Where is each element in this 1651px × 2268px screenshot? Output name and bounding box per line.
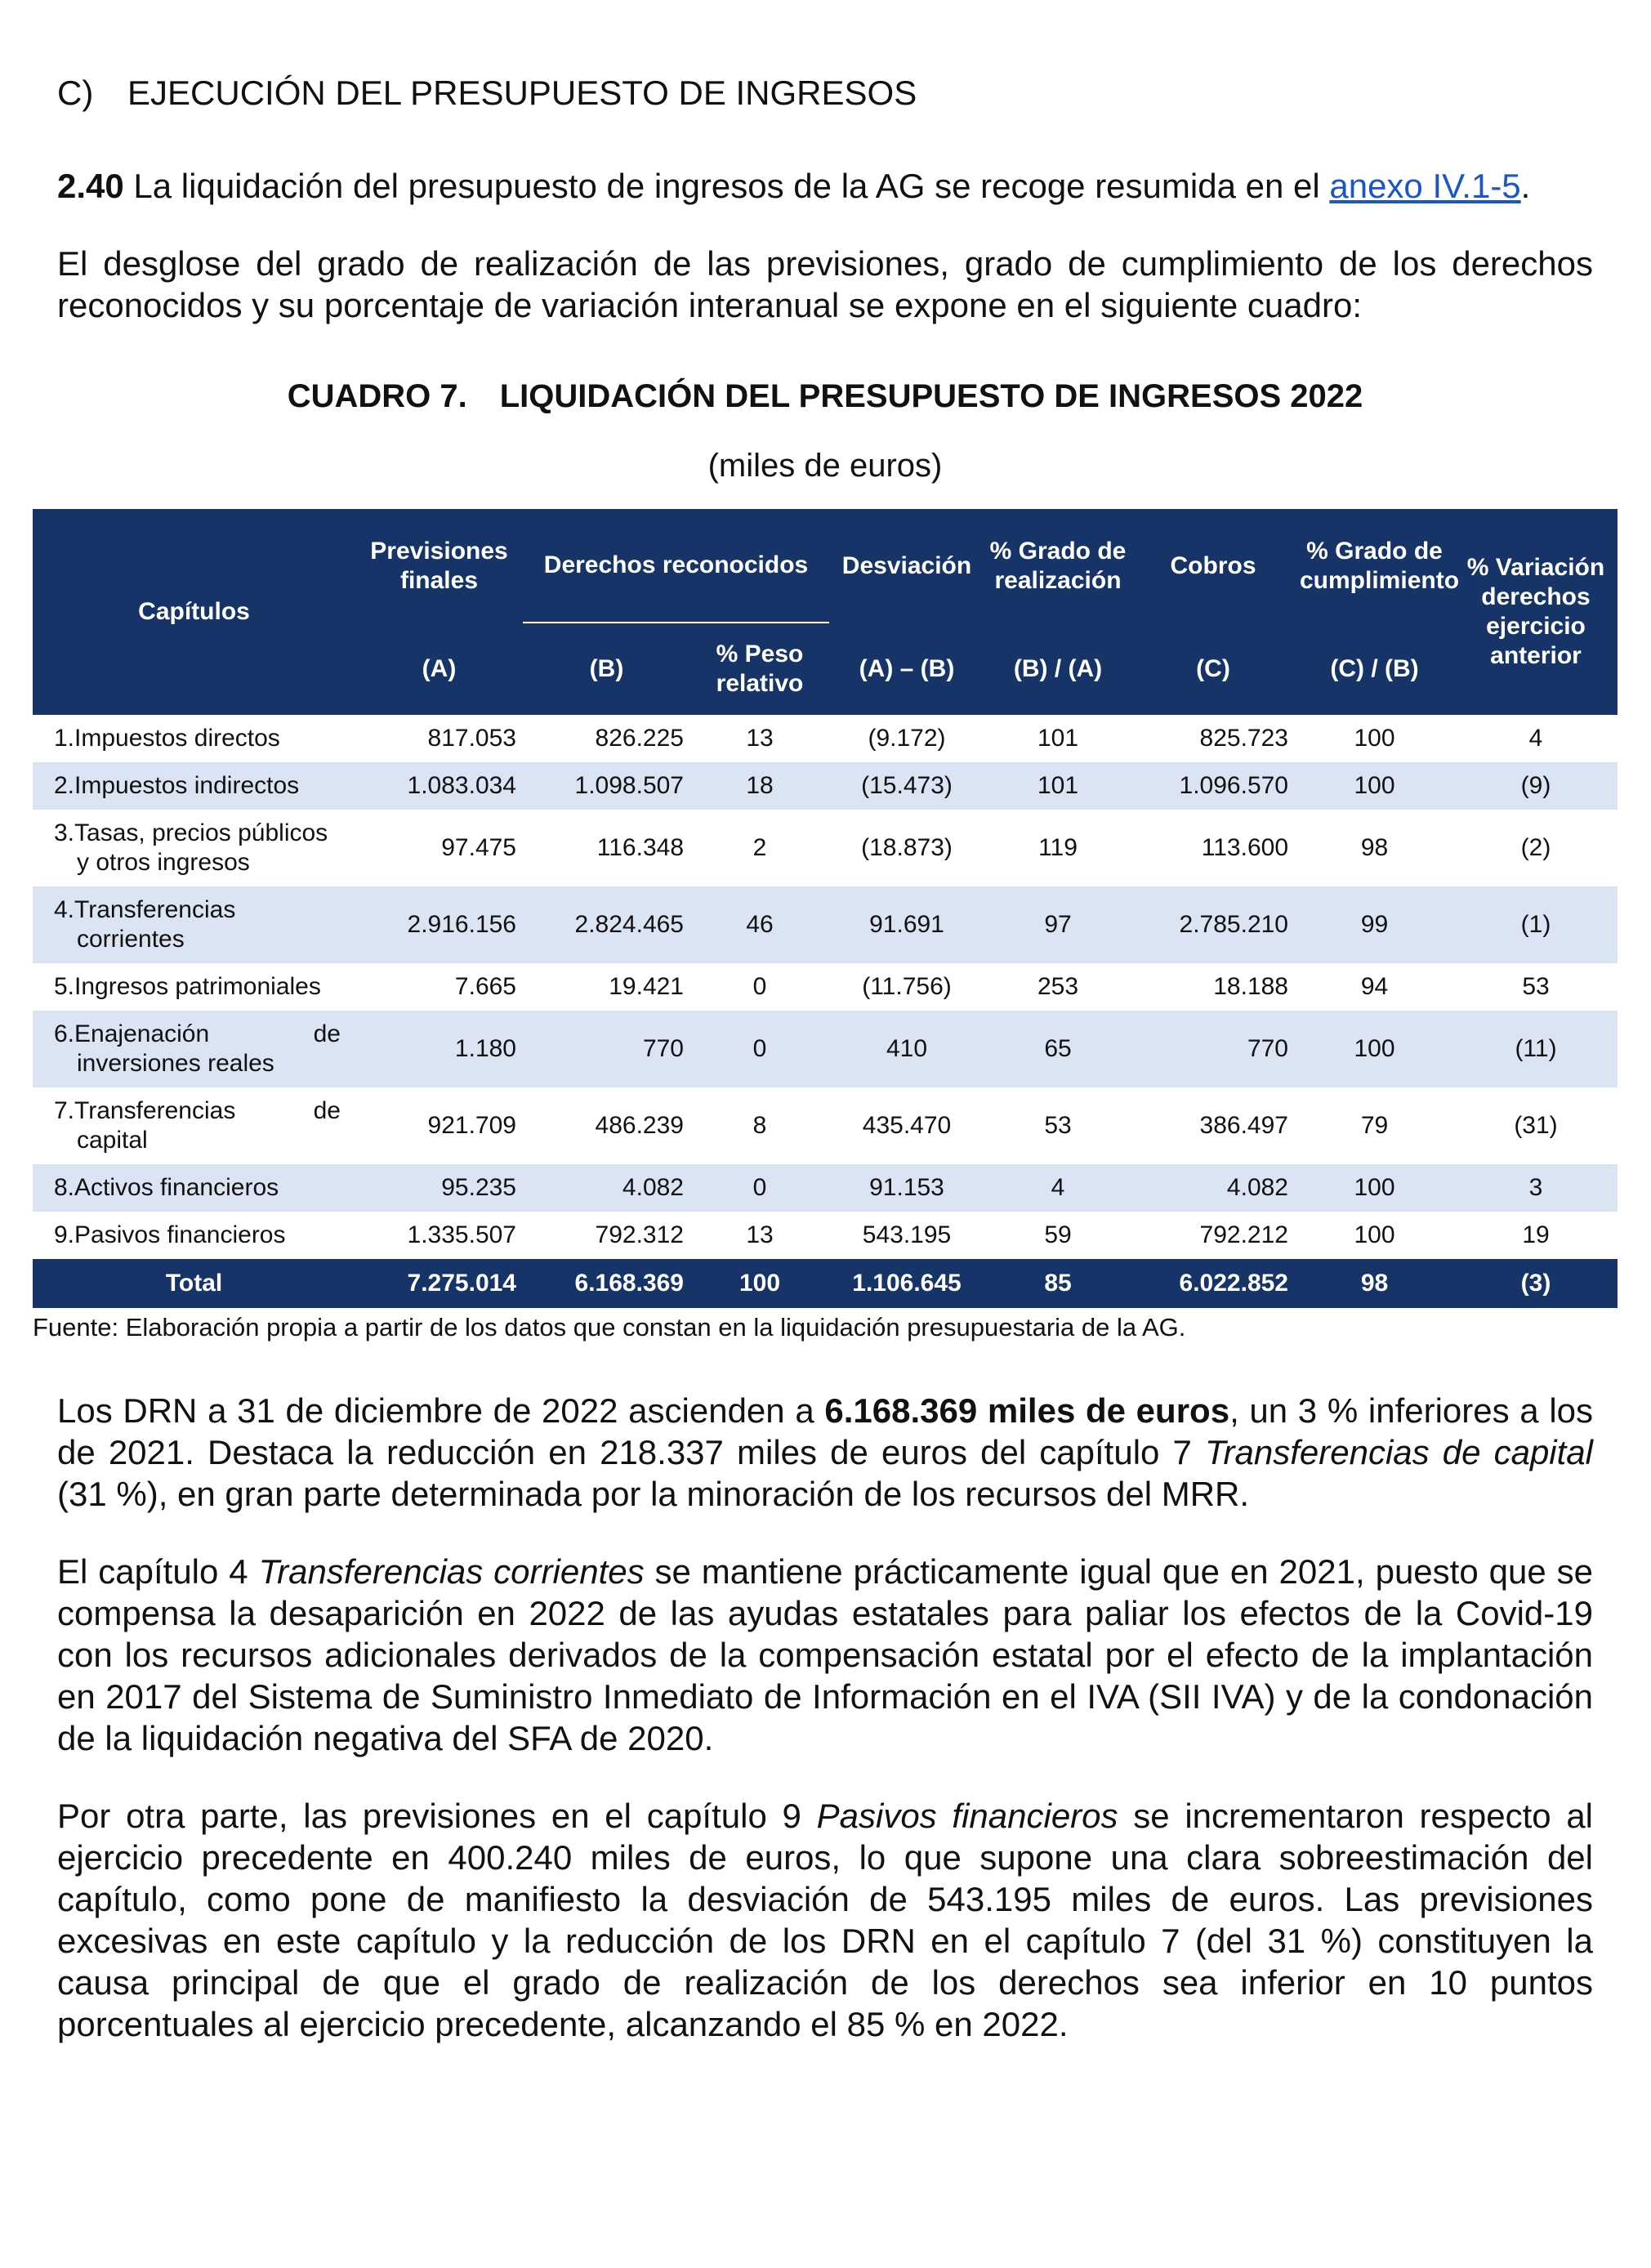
cell-desviacion: (11.756)	[862, 973, 952, 1000]
row-label	[33, 1212, 355, 1259]
cell-variacion: (31)	[1514, 1112, 1558, 1139]
row-label-text: Impuestos indirectos	[74, 772, 300, 799]
document-page	[33, 74, 1605, 2081]
cell-grado-cumplimiento: 100	[1295, 1011, 1454, 1087]
row-label	[33, 1087, 355, 1164]
header-desviacion: Desviación	[829, 509, 984, 623]
cell-grado-realizacion: 4	[984, 1164, 1131, 1212]
paragraph-2-40	[57, 165, 1593, 207]
row-number: 7.	[54, 1097, 75, 1124]
text-segment: se incrementaron respecto al ejercicio precedente en 400.240 miles de euros, lo que supone una clara sobreestimación del capítulo, como pone de manifiesto la desviación de 543.195 miles de euros. Las previsiones excesivas en este capítulo y la reducción de los DRN en el capítulo 7 (del 31 %) constituyen la causa principal de que el grado de realización de los derechos sea inferior en 10 puntos porcentuales al ejercicio precedente, alcanzando el 85 % en 2022.	[57, 1797, 1594, 2043]
cell-cobros: 386.497	[1199, 1112, 1288, 1139]
subheader-peso: % Peso relativo	[690, 623, 829, 715]
cell-derechos: 792.312	[595, 1221, 684, 1248]
cell-variacion: (1)	[1454, 886, 1618, 963]
cell-variacion: 3	[1454, 1164, 1618, 1212]
header-grado-realizacion: % Grado de realización	[984, 509, 1131, 623]
row-label-line2: y otros ingresos	[77, 849, 250, 876]
text-segment: , un 3 % inferiores a los de 2021. Destaca la reducción en 218.337 miles de euros del capítulo 7	[57, 1391, 1594, 1471]
header-cobros: Cobros	[1131, 509, 1295, 623]
cell-derechos: 116.348	[596, 834, 684, 861]
table-row	[33, 963, 1618, 1011]
text-segment: Por otra parte, las previsiones en el capítulo 9	[57, 1797, 817, 1835]
row-label-text: Transferencias	[74, 1097, 236, 1124]
cell-previsiones: 1.335.507	[407, 1221, 516, 1248]
row-label-text: Activos financieros	[74, 1174, 279, 1201]
cell-cobros: 4.082	[1131, 1164, 1295, 1212]
cell-derechos: 826.225	[595, 725, 684, 752]
subheader-c: (C)	[1131, 623, 1295, 715]
row-number: 6.	[54, 1020, 75, 1047]
header-derechos: Derechos reconocidos	[523, 509, 829, 623]
cell-desviacion: 91.691	[829, 886, 984, 963]
cell-desviacion: 543.195	[862, 1221, 952, 1248]
cell-cobros: 1.096.570	[1131, 762, 1295, 810]
cell-derechos: 19.421	[609, 973, 684, 1000]
cell-grado-realizacion: 253	[1037, 973, 1079, 1000]
cell-peso: 0	[690, 1011, 829, 1087]
cell-peso: 13	[746, 725, 774, 752]
text-segment: se mantiene prácticamente igual que en 2021, puesto que se compensa la desaparición en 2022 de las ayudas estatales para paliar los efectos de la Covid-19 con los recursos adicionales derivados de la compensación estatal por el efecto de la implantación en 2017 del Sistema de Suministro Inmediato de Información en el IVA (SII IVA) y de la condonación de la liquidación negativa del SFA de 2020.	[57, 1552, 1593, 1757]
row-number: 3.	[54, 819, 75, 846]
cell-previsiones: 95.235	[355, 1164, 523, 1212]
header-previsiones: Previsiones finales	[355, 509, 523, 623]
row-label-line2: corrientes	[77, 926, 185, 953]
cell-cobros: 113.600	[1201, 834, 1288, 861]
subheader-b-a: (B) / (A)	[984, 623, 1131, 715]
row-label-line2: inversiones reales	[77, 1050, 274, 1077]
row-number: 2.	[54, 772, 75, 799]
table-header-row	[33, 509, 1618, 623]
cell-peso: 13	[746, 1221, 774, 1248]
cell-previsiones: 2.916.156	[355, 886, 523, 963]
row-label-text: Transferencias	[74, 896, 236, 923]
table-row	[33, 1164, 1618, 1212]
cell-cobros: 2.785.210	[1131, 886, 1295, 963]
cell-grado-cumplimiento: 99	[1295, 886, 1454, 963]
cell-variacion: 4	[1528, 725, 1543, 752]
row-label-preposition: de	[313, 1097, 341, 1124]
row-label	[33, 1164, 355, 1212]
cell-peso: 0	[752, 973, 767, 1000]
cell-derechos: 1.098.507	[523, 762, 690, 810]
total-peso: 100	[690, 1259, 829, 1308]
cell-variacion: (2)	[1520, 834, 1551, 861]
cell-grado-realizacion: 65	[984, 1011, 1131, 1087]
row-label-text: Pasivos financieros	[74, 1221, 286, 1248]
text-segment: Los DRN a 31 de diciembre de 2022 ascienden a	[57, 1391, 825, 1430]
paragraph-text: La liquidación del presupuesto de ingresos de la AG se recoge resumida en el	[123, 167, 1330, 205]
row-number: 9.	[54, 1221, 75, 1248]
cell-grado-cumplimiento: 94	[1360, 973, 1389, 1000]
table-source: Fuente: Elaboración propia a partir de los datos que constan en la liquidación presupuestaria de la AG.	[33, 1313, 1186, 1342]
section-title: EJECUCIÓN DEL PRESUPUESTO DE INGRESOS	[127, 74, 917, 112]
cell-desviacion: (18.873)	[861, 834, 953, 861]
cell-peso: 2	[752, 834, 767, 861]
subheader-c-b: (C) / (B)	[1295, 623, 1454, 715]
cell-peso: 46	[690, 886, 829, 963]
header-capitulos: Capítulos	[33, 509, 355, 715]
subheader-a-b: (A) – (B)	[829, 623, 984, 715]
row-label-text: Tasas, precios públicos	[74, 819, 328, 846]
cell-previsiones: 921.709	[427, 1112, 516, 1139]
cell-grado-realizacion: 101	[984, 762, 1131, 810]
table-row	[33, 1212, 1618, 1259]
table-row	[33, 810, 1618, 886]
paragraph-capitulo-4	[57, 1551, 1593, 1759]
cell-grado-cumplimiento: 100	[1295, 1164, 1454, 1212]
cell-previsiones: 1.180	[355, 1011, 523, 1087]
row-number: 1.	[54, 725, 75, 752]
cell-previsiones: 1.083.034	[355, 762, 523, 810]
cell-variacion: 53	[1522, 973, 1550, 1000]
cell-desviacion: (9.172)	[868, 725, 946, 752]
header-grado-cumplimiento: % Grado de cumplimiento	[1295, 509, 1454, 623]
total-variacion: (3)	[1454, 1259, 1618, 1308]
row-label	[33, 762, 355, 810]
row-label	[33, 963, 355, 1011]
row-label-line2: capital	[77, 1127, 148, 1154]
budget-table	[33, 509, 1618, 1308]
cell-derechos: 486.239	[595, 1112, 684, 1139]
paragraph-drn	[57, 1390, 1593, 1515]
cell-variacion: (9)	[1454, 762, 1618, 810]
text-segment: (31 %), en gran parte determinada por la minoración de los recursos del MRR.	[57, 1475, 1250, 1513]
cell-grado-cumplimiento: 98	[1360, 834, 1389, 861]
cell-cobros: 825.723	[1199, 725, 1288, 752]
total-previsiones: 7.275.014	[355, 1259, 523, 1308]
cell-desviacion: 435.470	[862, 1112, 952, 1139]
cell-peso: 8	[752, 1112, 767, 1139]
row-label	[33, 1011, 355, 1087]
cell-derechos: 2.824.465	[523, 886, 690, 963]
cell-desviacion: 410	[829, 1011, 984, 1087]
total-grado-realizacion: 85	[984, 1259, 1131, 1308]
total-desviacion: 1.106.645	[829, 1259, 984, 1308]
section-letter: C)	[57, 74, 94, 112]
total-derechos: 6.168.369	[523, 1259, 690, 1308]
paragraph-number: 2.40	[57, 167, 124, 205]
italic-chapter: Transferencias corrientes	[258, 1552, 645, 1591]
cell-grado-cumplimiento: 100	[1354, 725, 1395, 752]
cell-cobros: 770	[1131, 1011, 1295, 1087]
table-subtitle: (miles de euros)	[707, 448, 943, 484]
total-grado-cumplimiento: 98	[1295, 1259, 1454, 1308]
cell-grado-realizacion: 53	[1044, 1112, 1072, 1139]
cell-peso: 0	[690, 1164, 829, 1212]
paragraph-end: .	[1520, 167, 1531, 205]
cell-previsiones: 817.053	[427, 725, 516, 752]
table-row	[33, 1011, 1618, 1087]
subheader-b: (B)	[523, 623, 690, 715]
body-after-table	[57, 1390, 1593, 2045]
row-label	[33, 715, 355, 762]
total-label: Total	[33, 1259, 355, 1308]
row-label	[33, 886, 355, 963]
cell-grado-realizacion: 59	[1044, 1221, 1072, 1248]
annex-link[interactable]: anexo IV.1-5	[1329, 167, 1521, 205]
row-label-text: Enajenación	[74, 1020, 210, 1047]
cell-previsiones: 97.475	[441, 834, 516, 861]
row-label-text: Ingresos patrimoniales	[74, 973, 321, 1000]
table-row	[33, 715, 1618, 762]
total-cobros: 6.022.852	[1131, 1259, 1295, 1308]
cell-variacion: (11)	[1454, 1011, 1618, 1087]
cell-grado-cumplimiento: 100	[1354, 1221, 1395, 1248]
cell-derechos: 4.082	[523, 1164, 690, 1212]
row-number: 8.	[54, 1174, 75, 1201]
table-row	[33, 1087, 1618, 1164]
section-heading	[57, 74, 1593, 113]
cell-peso: 18	[690, 762, 829, 810]
cell-cobros: 18.188	[1213, 973, 1288, 1000]
table-row	[33, 886, 1618, 963]
cell-previsiones: 7.665	[454, 973, 516, 1000]
cell-cobros: 792.212	[1199, 1221, 1288, 1248]
header-variacion: % Variación derechos ejercicio anterior	[1454, 509, 1618, 715]
paragraph-capitulo-9	[57, 1795, 1593, 2045]
cell-grado-cumplimiento: 79	[1360, 1112, 1389, 1139]
table-title: CUADRO 7. LIQUIDACIÓN DEL PRESUPUESTO DE INGRESOS 2022	[287, 378, 1363, 414]
paragraph-breakdown: El desglose del grado de realización de las previsiones, grado de cumplimiento de los derechos reconocidos y su porcentaje de variación interanual se expone en el siguiente cuadro:	[57, 244, 1593, 324]
italic-chapter: Pasivos financieros	[816, 1797, 1118, 1835]
cell-grado-realizacion: 101	[1037, 725, 1079, 752]
table-row	[33, 762, 1618, 810]
bold-amount: 6.168.369 miles de euros	[824, 1391, 1230, 1430]
cell-desviacion: 91.153	[829, 1164, 984, 1212]
row-label	[33, 810, 355, 886]
italic-chapter: Transferencias de capital	[1204, 1433, 1593, 1471]
text-segment: El capítulo 4	[57, 1552, 259, 1591]
row-label-preposition: de	[313, 1020, 341, 1047]
cell-desviacion: (15.473)	[829, 762, 984, 810]
cell-grado-cumplimiento: 100	[1295, 762, 1454, 810]
cell-grado-realizacion: 97	[984, 886, 1131, 963]
cell-derechos: 770	[523, 1011, 690, 1087]
row-label-text: Impuestos directos	[74, 725, 280, 752]
table-total-row	[33, 1259, 1618, 1308]
cell-grado-realizacion: 119	[1038, 834, 1078, 861]
row-number: 4.	[54, 896, 75, 923]
subheader-a: (A)	[355, 623, 523, 715]
row-number: 5.	[54, 973, 75, 1000]
cell-variacion: 19	[1522, 1221, 1550, 1248]
